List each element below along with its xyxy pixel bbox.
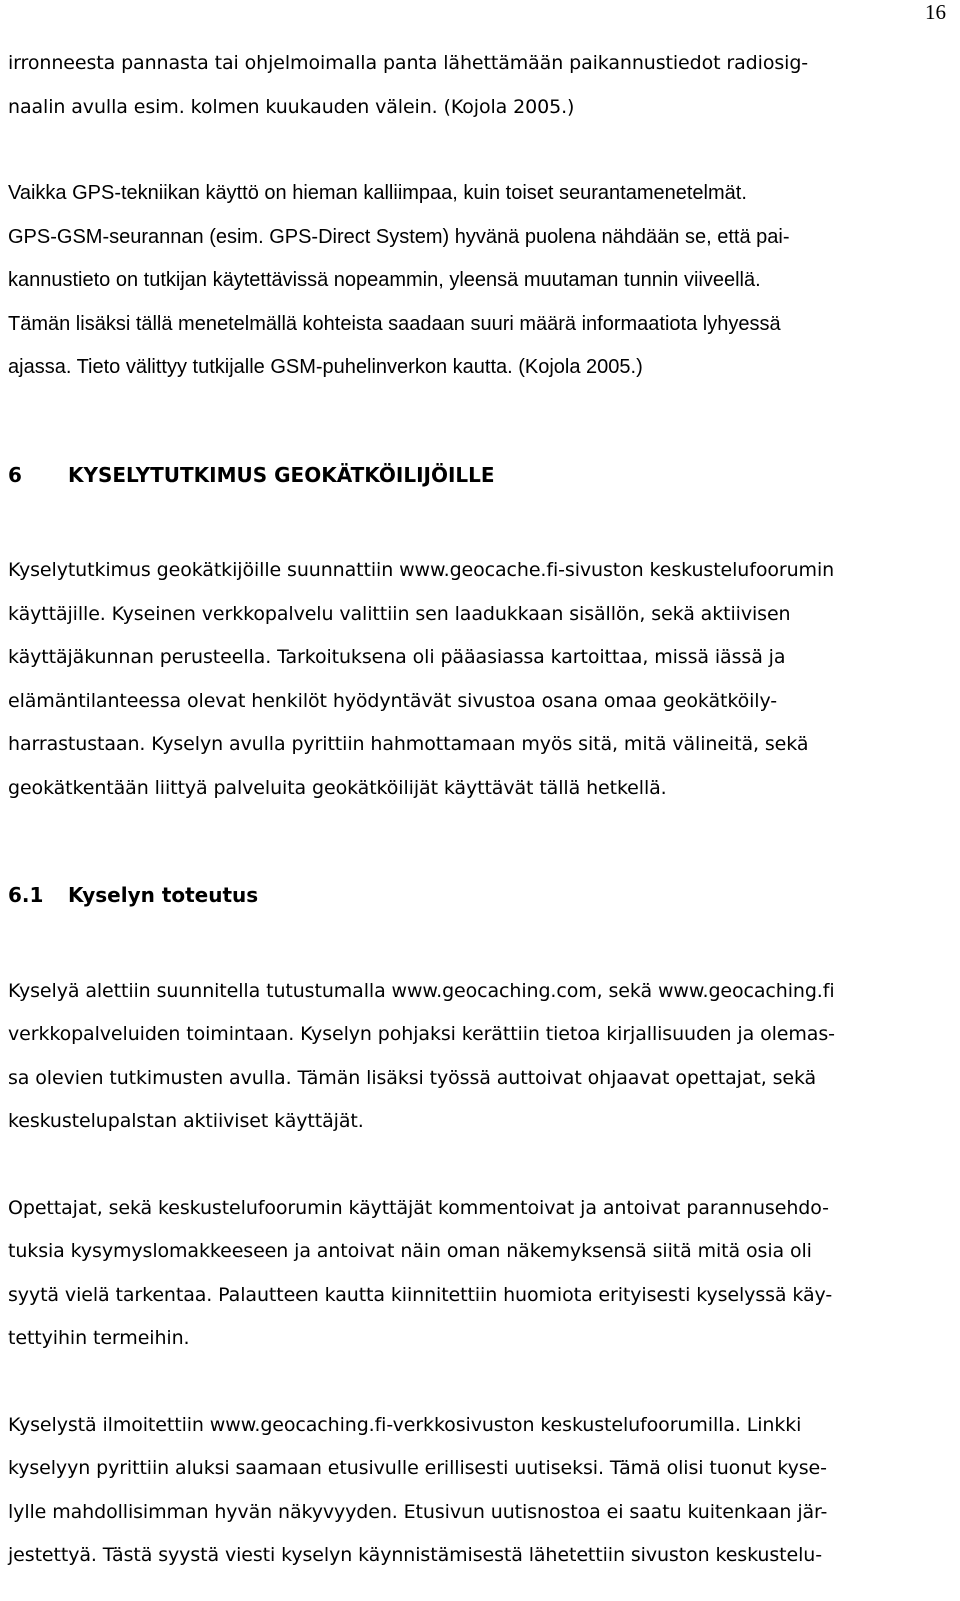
text-line: keskustelupalstan aktiiviset käyttäjät. <box>8 1110 364 1132</box>
text-line: Kyselystä ilmoitettiin www.geocaching.fi-verkkosivuston keskustelufoorumilla. Linkki <box>8 1413 802 1436</box>
text-line: Vaikka GPS-tekniikan käyttö on hieman kalliimpaa, kuin toiset seurantamenetelmät. <box>8 182 747 204</box>
page-number: 16 <box>925 0 946 24</box>
text-line: käyttäjäkunnan perusteella. Tarkoituksena oli pääasiassa kartoittaa, missä iässä ja <box>8 646 786 668</box>
text-line: tettyihin termeihin. <box>8 1327 190 1349</box>
document-body <box>8 42 940 1578</box>
paragraph-radio-collar <box>8 42 940 129</box>
text-line: naalin avulla esim. kolmen kuukauden välein. (Kojola 2005.) <box>8 95 575 118</box>
paragraph-survey-planning <box>8 970 940 1144</box>
text-line: elämäntilanteessa olevat henkilöt hyödyntävät sivustoa osana omaa geokätköily- <box>8 689 778 712</box>
text-line: syytä vielä tarkentaa. Palautteen kautta kiinnitettiin huomiota erityisesti kyselyssä käy- <box>8 1283 833 1306</box>
text-line: sa olevien tutkimusten avulla. Tämän lisäksi työssä auttoivat ohjaavat opettajat, sekä <box>8 1066 817 1089</box>
text-line: Kyselytutkimus geokätkijöille suunnattiin www.geocache.fi-sivuston keskustelufoorumin <box>8 559 835 581</box>
section-number: 6.1 <box>8 883 44 907</box>
section-title: KYSELYTUTKIMUS GEOKÄTKÖILIJÖILLE <box>68 462 495 487</box>
text-line: Kyselyä alettiin suunnitella tutustumalla www.geocaching.com, sekä www.geocaching.fi <box>8 979 835 1002</box>
text-line: käyttäjille. Kyseinen verkkopalvelu valittiin sen laadukkaan sisällön, sekä aktiivisen <box>8 602 791 625</box>
text-line: irronneesta pannasta tai ohjelmoimalla panta lähettämään paikannustiedot radiosig- <box>8 52 809 74</box>
section-title: Kyselyn toteutus <box>68 883 259 907</box>
text-line: GPS-GSM-seurannan (esim. GPS-Direct System) hyvänä puolena nähdään se, että pai- <box>8 225 790 248</box>
text-line: jestettyä. Tästä syystä viesti kyselyn käynnistämisestä lähetettiin sivuston keskustelu- <box>8 1544 822 1566</box>
text-line: Tämän lisäksi tällä menetelmällä kohteista saadaan suuri määrä informaatiota lyhyessä <box>8 312 781 335</box>
text-line: ajassa. Tieto välittyy tutkijalle GSM-puhelinverkon kautta. (Kojola 2005.) <box>8 356 643 378</box>
paragraph-announcement <box>8 1404 940 1578</box>
text-line: tuksia kysymyslomakkeeseen ja antoivat näin oman näkemyksensä siitä mitä osia oli <box>8 1240 812 1262</box>
section-heading-6 <box>8 454 940 498</box>
paragraph-feedback <box>8 1187 940 1361</box>
text-line: verkkopalveluiden toimintaan. Kyselyn pohjaksi kerättiin tietoa kirjallisuuden ja olemas- <box>8 1023 835 1045</box>
text-line: lylle mahdollisimman hyvän näkyvyyden. Etusivun uutisnostoa ei saatu kuitenkaan jär- <box>8 1500 828 1523</box>
text-line: Opettajat, sekä keskustelufoorumin käyttäjät kommentoivat ja antoivat parannusehdo- <box>8 1196 829 1219</box>
paragraph-gps-gsm <box>8 172 940 390</box>
section-heading-6-1 <box>8 874 940 918</box>
section-number: 6 <box>8 462 22 487</box>
paragraph-survey-intro <box>8 549 940 810</box>
text-line: harrastustaan. Kyselyn avulla pyrittiin hahmottamaan myös sitä, mitä välineitä, sekä <box>8 733 809 755</box>
text-line: geokätkentään liittyä palveluita geokätköilijät käyttävät tällä hetkellä. <box>8 776 667 799</box>
text-line: kyselyyn pyrittiin aluksi saamaan etusivulle erillisesti uutiseksi. Tämä olisi tuonut kyse- <box>8 1457 827 1479</box>
text-line: kannustieto on tutkijan käytettävissä nopeammin, yleensä muutaman tunnin viiveellä. <box>8 269 761 291</box>
